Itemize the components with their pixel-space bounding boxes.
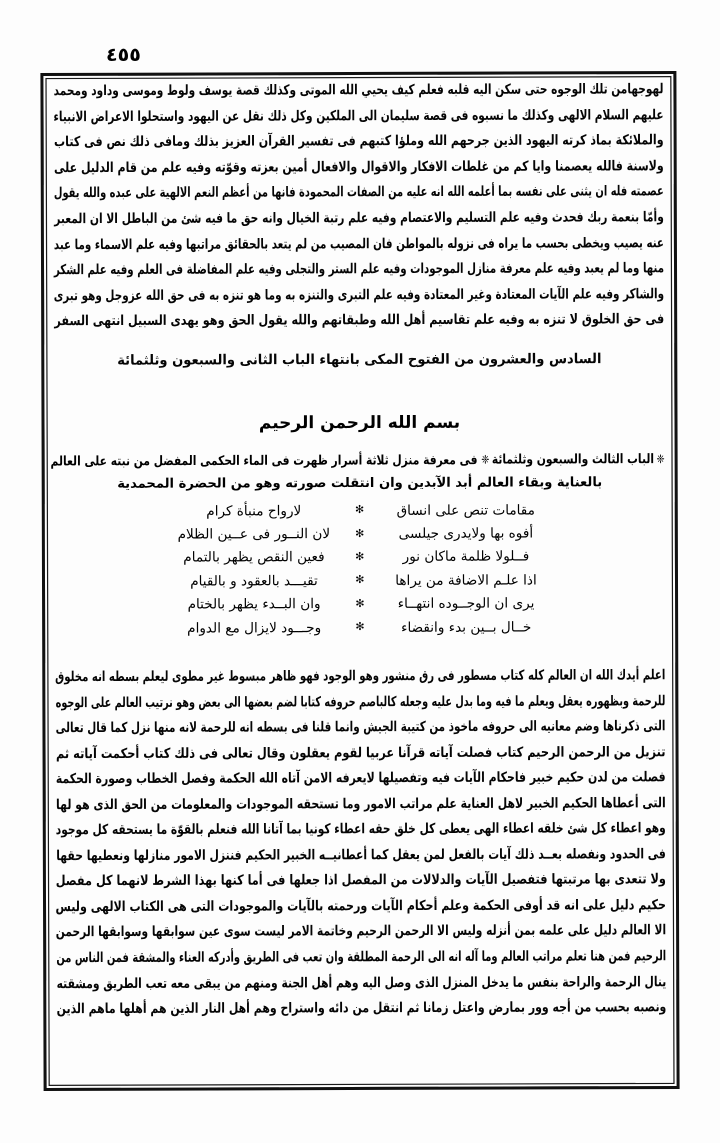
verse-separator-icon: ✻: [354, 503, 365, 517]
hemistich-second: خــال بــين بدء وانقضاء: [401, 619, 532, 636]
text-line: اعلم أيدك الله ان العالم كله كتاب مسطور فى رق منشور وهو الوجود فهو ظاهر مبسوط غير مطوى ليعلم بسطه انه مخلوق: [55, 667, 666, 686]
chapter-title-group: [481, 452, 664, 468]
text-line: والملائكة بماذ كرته اليهود الذين جرحهم الله وملؤا كتبهم فى تفسير القرآن العزيز بذلك ومافى ذلك نص فى كتاب: [54, 132, 664, 151]
hemistich-second: اذا علـم الاضافة من يراها: [395, 572, 537, 589]
hemistich-second: فــلولا ظلمة ماكان نور: [402, 548, 530, 566]
text-line: تنزيل من الرحمن الرحيم كتاب فصلت آياته قرآنا عربيا لقوم يعقلون وقال تعالى فى ذلك كتاب أحكمت آياته ثم: [55, 744, 666, 763]
chapter-heading: [50, 451, 665, 470]
ornament-icon: ❈: [656, 451, 665, 466]
text-line: منها وما لم يعبد وفيه علم معرفة منازل الموجودات وفيه علم الستر والتجلى وفيه علم المفاضلة فى العلم وفيه علم الشكر: [53, 260, 665, 279]
chapter-subject-continued: بالعناية وبقاء العالم أبد الآبدين وان انتقلت صورته وهو من الحضرة المحمدية: [117, 475, 603, 492]
chapter-title: الباب الثالث والسبعون وثلثمائة: [491, 452, 655, 468]
hemistich-second: مقامات تنص على انساق: [396, 502, 535, 519]
text-line: ينال الرحمة والراحة بنفس ما يدخل المنزل الذى وصل اليه وهم أهل الجنة ومنهم من يبقى معه تعب الطريق ومشقته: [56, 974, 667, 992]
hemistich-first: فعين النقص يظهر بالتمام: [183, 549, 325, 567]
poem-verse: [45, 498, 675, 523]
verse-separator-icon: ✻: [355, 549, 365, 563]
hemistich-second: يرى ان الوجــوده انتهــاء: [397, 595, 535, 613]
text-line: الا العالم دليل على علمه بمن أنزله وليس الا الرحمن الرحيم وخاتمة الامر ليست سوى عين سوابقها وسوابقها الرحمن: [55, 923, 667, 941]
verse-separator-icon: ✻: [355, 620, 365, 634]
poem-verse: [45, 545, 675, 570]
folio-number: ٤٥٥: [106, 44, 141, 66]
text-line: التى ذكرناها وضم معانيه الى حروفه ماخوذ من كتيبة الجيش وانما قلنا فى بسطه انه للرحمة لانه منها نزل كما قال تعالى: [55, 718, 666, 737]
text-line: عصمته فله ان يثنى على نفسه بما أعلمه الله انه عليه من الصفات المحمودة فانها من أعظم النعم الالهية على عبده والله يقول: [53, 184, 664, 202]
text-line: عنه يصيب ويخطى بحسب ما يراه فى نزوله بالمواطن فان المصيب من لم يتعد بالحقائق مراتبها وفيه علم الاسماء وما عبد: [53, 235, 664, 253]
poem-verse: [45, 592, 675, 617]
prose-block-top: [53, 81, 665, 369]
text-line: فى الحدود ونفصله بعــد ذلك آيات بالفعل لمن يعقل كما أعطانيــه الخبير الحكيم فننزل الامور منازلها ونعطيها حقها: [56, 846, 666, 865]
prose-block-bottom: [55, 667, 667, 1030]
text-line: السادس والعشرون من الفتوح المكى بانتهاء الباب الثانى والسبعون وثلثمائة: [117, 350, 602, 369]
text-line: حكيم دليل على انه قد أوفى الحكمة وعلم أحكام الآيات ورحمته بالآيات والموجودات التى هى الكتاب الالهى وليس: [55, 897, 667, 916]
text-line: ونصبه بحسب من أجه وور بمارض واعتل زمانا ثم انتقل من دائه واستراح وهم أهل النار الذين هم أهلها ماهم الذين: [56, 999, 667, 1018]
hemistich-second: أفوه بها ولايدرى جيلسى: [398, 525, 534, 542]
text-line: ولا تتعدى بها مرتبتها فتفصيل الآيات والدلالات من المفصل اذا جعلها فى أما كنها بهذا الشرط لانهما كل مفصل: [55, 872, 666, 890]
frame-inner: [43, 74, 676, 1088]
text-line: وهو اعطاء كل شئ خلقه اعطاء الهى يعطى كل خلق حقه اعطاء كونيا بما آتانا الله فنعلم بالقوّة ما يستحقه كل موجود: [55, 820, 666, 839]
text-line: فصلت من لدن حكيم خبير فاحكام الآيات فيه وتفصيلها لايعرفه الامن آتاه الله الحكمة وفصل الخطاب وصورة الحكمة: [55, 769, 666, 788]
hemistich-first: وجـــود لايزال مع الدوام: [187, 619, 322, 637]
text-line: للرحمة وبظهوره يعقل ويعلم ما فيه وما بدل عليه وجعله كالباصم حروفه كتابا لضم بعضها الى بعض وهو نرتيب العالم على الوجوه: [55, 693, 666, 711]
text-line: عليهم السلام الالهى وكذلك ما نسبوه فى قصة سليمان الى الملكين وكل ذلك نقل عن اليهود واستحلوا الاعراض الانبياء: [53, 107, 664, 125]
hemistich-first: لان النــور فى عــين الظلام: [177, 526, 331, 543]
text-line: لهوجهامن تلك الوجوه حتى سكن اليه قلبه فعلم كيف يحيي الله الموتى وكذلك قصة يوسف ولوط وموسى وداود ومحمد: [53, 81, 664, 100]
chapter-subject: فى معرفة منزل ثلاثة أسرار ظهرت فى الماء الحكمى المفضل من نبته على العالم: [50, 453, 478, 470]
poem-verse: [45, 568, 675, 593]
hemistich-first: وان البــدء يظهر بالختام: [187, 596, 321, 613]
text-line: والشاكر وفيه علم الآيات المعتادة وغير المعتادة وفيه علم التبرى والتنزه به وما هو تنزه به فى حق الله عزوجل وهو تبرى: [53, 286, 665, 305]
verse-separator-icon: ✻: [355, 526, 365, 540]
text-line: فى حق الخلوق لا تنزه به وفيه علم تقاسيم أهل الله وطبقاتهم والله يقول الحق وهو يهدى السبيل انتهى السفر: [54, 312, 665, 330]
verse-separator-icon: ✻: [355, 573, 365, 587]
hemistich-first: تقيـــد بالعقود و بالقيام: [190, 572, 318, 590]
text-line: التى أعطاها الحكيم الخبير لاهل العناية علم مراتب الامور وما تستحقه الموجودات والمعلومات من الحق الذى هو لها: [56, 795, 666, 814]
text-line: ولاسنة فالله يعصمنا وايا كم من غلطات الافكار والاقوال والافعال أمين بعزته وقوّته وفيه علم من قام الدليل على: [53, 158, 664, 177]
hemistich-first: لارواح منبأة كرام: [206, 502, 302, 520]
text-block-frame: [40, 71, 679, 1091]
poem-verse: [45, 521, 675, 546]
text-line: الرحيم فمن هنا تعلم مراتب العالم وما آله انه الى الرحمة المطلقة وان تعب فى الطريق وأدركه العناء والمشقة فمن الناس من: [56, 948, 667, 967]
poem-verse: [45, 615, 675, 640]
ornament-icon: ❈: [481, 452, 490, 467]
text-line: وأمّا بنعمة ربك فحدث وفيه علم التسليم والاعتصام وفيه علم رتبة الخيال وانه حق ما فيه شئ من الباطل الا ان المعبر: [54, 209, 664, 228]
verse-separator-icon: ✻: [355, 596, 365, 610]
basmala: بسم الله الرحمن الرحيم: [258, 412, 461, 434]
poem-block: [45, 498, 675, 640]
